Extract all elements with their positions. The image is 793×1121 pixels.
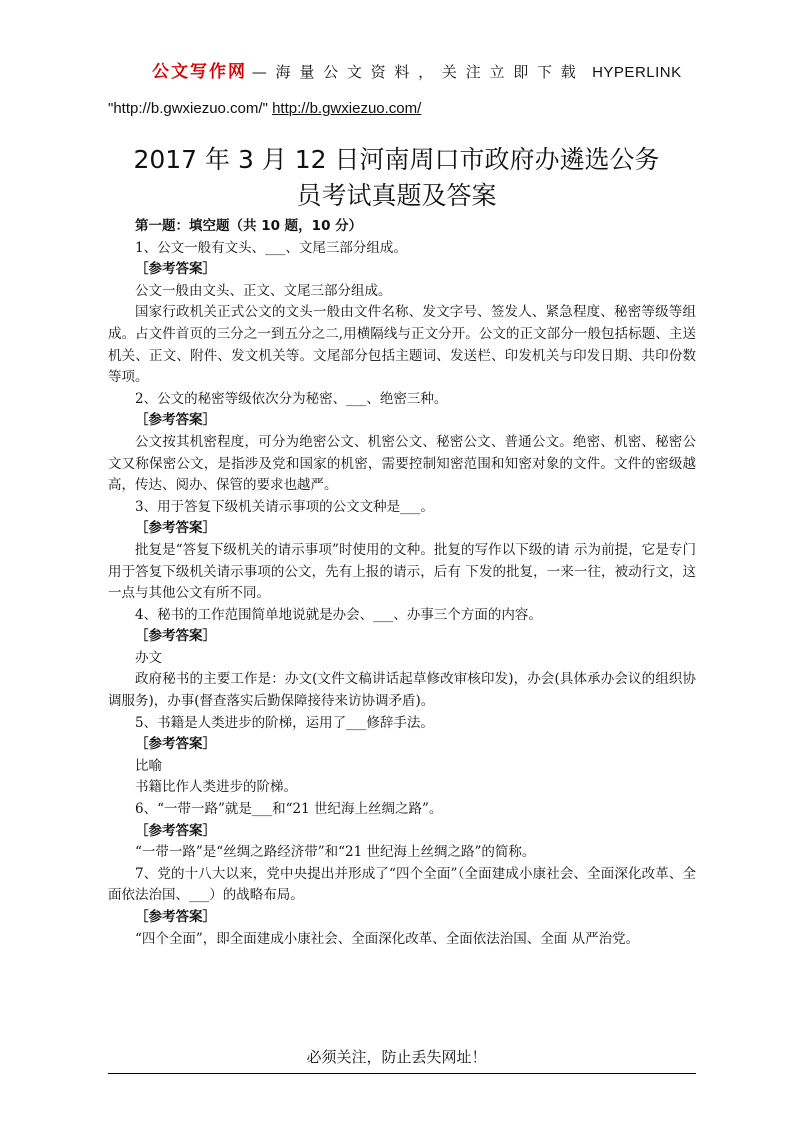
answer-label-5: ［参考答案］ — [135, 736, 216, 753]
title-line-1: 2017 年 3 月 12 日河南周口市政府办遴选公务 — [133, 145, 660, 174]
brand-name[interactable]: 公文写作网 — [152, 62, 247, 82]
answer-1-line-1: 公文一般由文头、正文、文尾三部分组成。 — [135, 282, 392, 299]
answer-3-line-1: 批复是“答复下级机关的请示事项”时使用的文种。批复的写作以下级的请 示为前提，它是专门用于答复下级机关请示事项的公文，先有上报的请示，后有 下发的批复，一来一往，被动行文，这一点与其他公文有所不同。 — [108, 541, 696, 602]
answer-2-line-1: 公文按其机密程度，可分为绝密公文、机密公文、秘密公文、普通公文。绝密、机密、秘密公文又称保密公文，是指涉及党和国家的机密，需要控制知密范围和知密对象的文件。文件的密级越高，传达、阅办、保管的要求也越严。 — [108, 433, 696, 494]
site-link[interactable]: http://b.gwxiezuo.com/ — [272, 100, 422, 117]
answer-label-4: ［参考答案］ — [135, 628, 216, 645]
answer-label-2: ［参考答案］ — [135, 412, 216, 429]
question-5: 5、书籍是人类进步的阶梯，运用了___修辞手法。 — [135, 714, 434, 731]
header-slogan: — 海 量 公 文 资 料 ， 关 注 立 即 下 载 — [251, 63, 578, 81]
answer-label-6: ［参考答案］ — [135, 822, 216, 839]
answer-label-1: ［参考答案］ — [135, 261, 216, 278]
question-1: 1、公文一般有文头、___、文尾三部分组成。 — [135, 239, 407, 256]
header-line — [152, 60, 712, 85]
footer-notice: 必须关注，防止丢失网址！ — [306, 1048, 487, 1066]
document-body — [108, 216, 696, 950]
question-6: 6、“一带一路”就是___和“21 世纪海上丝绸之路”。 — [135, 801, 443, 818]
question-4: 4、秘书的工作范围简单地说就是办会、___、办事三个方面的内容。 — [135, 606, 542, 623]
answer-4-line-1: 办文 — [135, 649, 162, 666]
answer-5-line-2: 书籍比作人类进步的阶梯。 — [135, 779, 297, 796]
link-quoted: "http://b.gwxiezuo.com/" — [108, 100, 268, 117]
answer-7-line-1: “四个全面”，即全面建成小康社会、全面深化改革、全面依法治国、全面 从严治党。 — [135, 930, 640, 947]
footer-divider — [108, 1073, 696, 1074]
answer-1-line-2: 国家行政机关正式公文的文头一般由文件名称、发文字号、签发人、紧急程度、秘密等级等组成。占文件首页的三分之一到五分之二,用横隔线与正文分开。公文的正文部分一般包括标题、主送机关、正文、附件、发文机关等。文尾部分包括主题词、发送栏、印发机关与印发日期、共印份数等项。 — [108, 304, 696, 386]
question-2: 2、公文的秘密等级依次分为秘密、___、绝密三种。 — [135, 390, 448, 407]
page-title — [100, 142, 693, 214]
answer-6-line-1: “一带一路”是“丝绸之路经济带”和“21 世纪海上丝绸之路”的简称。 — [135, 844, 536, 861]
answer-label-7: ［参考答案］ — [135, 909, 216, 925]
answer-label-3: ［参考答案］ — [135, 520, 216, 537]
section-title: 第一题：填空题（共 10 题，10 分） — [135, 218, 363, 234]
title-line-2: 员考试真题及答案 — [296, 181, 497, 210]
question-7: 7、党的十八大以来，党中央提出并形成了“四个全面”（全面建成小康社会、全面深化改革、全面依法治国、___）的战略布局。 — [108, 865, 696, 904]
hyperlink-word: HYPERLINK — [592, 64, 682, 81]
header-link-line — [108, 98, 708, 120]
question-3: 3、用于答复下级机关请示事项的公文文种是___。 — [135, 498, 434, 515]
answer-4-line-2: 政府秘书的主要工作是：办文(文件文稿讲话起草修改审核印发)，办会(具体承办会议的组织协调服务)，办事(督查落实后勤保障接待来访协调矛盾)。 — [108, 671, 696, 710]
answer-5-line-1: 比喻 — [135, 757, 162, 774]
